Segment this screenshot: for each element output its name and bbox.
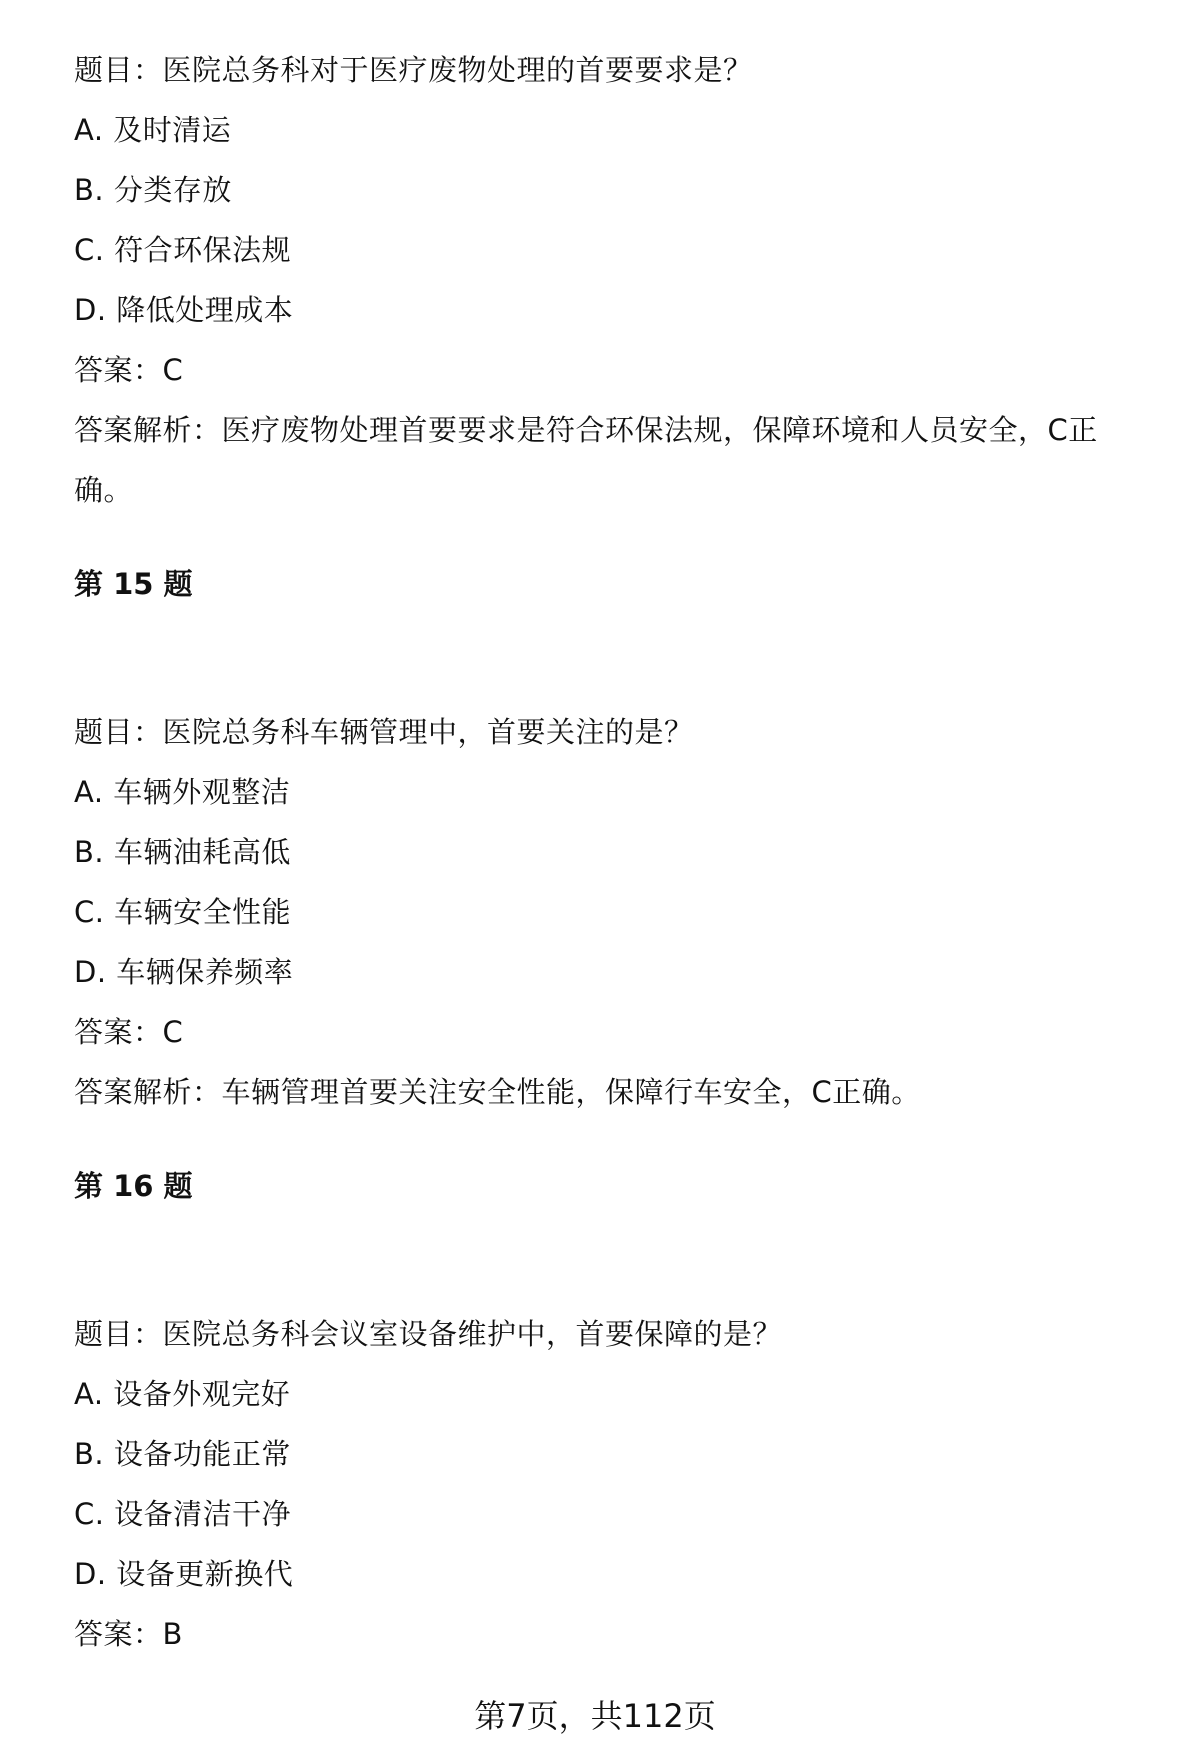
q16-question: 题目：医院总务科会议室设备维护中，首要保障的是？ xyxy=(74,1317,783,1351)
q16-option-a: A. 设备外观完好 xyxy=(74,1377,291,1411)
q15-option-b: B. 车辆油耗高低 xyxy=(74,835,291,869)
q15-heading: 第 15 题 xyxy=(74,567,193,601)
q15-question: 题目：医院总务科车辆管理中，首要关注的是？ xyxy=(74,715,694,749)
page-indicator: 第7页，共112页 xyxy=(474,1697,716,1735)
q14-explanation-line1: 答案解析：医疗废物处理首要要求是符合环保法规，保障环境和人员安全，C正 xyxy=(74,413,1098,447)
q14-explanation-line2: 确。 xyxy=(74,473,134,507)
q16-option-d: D. 设备更新换代 xyxy=(74,1557,294,1591)
q14-answer: 答案：C xyxy=(74,353,184,387)
q14-option-c: C. 符合环保法规 xyxy=(74,233,292,267)
q16-heading: 第 16 题 xyxy=(74,1169,193,1203)
q15-explanation: 答案解析：车辆管理首要关注安全性能，保障行车安全，C正确。 xyxy=(74,1075,921,1109)
q14-option-d: D. 降低处理成本 xyxy=(74,293,294,327)
q15-option-a: A. 车辆外观整洁 xyxy=(74,775,291,809)
q14-question: 题目：医院总务科对于医疗废物处理的首要要求是？ xyxy=(74,53,753,87)
q15-answer: 答案：C xyxy=(74,1015,184,1049)
q15-option-c: C. 车辆安全性能 xyxy=(74,895,292,929)
q15-option-d: D. 车辆保养频率 xyxy=(74,955,294,989)
q14-option-a: A. 及时清运 xyxy=(74,113,232,147)
q16-option-c: C. 设备清洁干净 xyxy=(74,1497,292,1531)
q16-option-b: B. 设备功能正常 xyxy=(74,1437,291,1471)
q16-answer: 答案：B xyxy=(74,1617,183,1651)
q14-option-b: B. 分类存放 xyxy=(74,173,232,207)
